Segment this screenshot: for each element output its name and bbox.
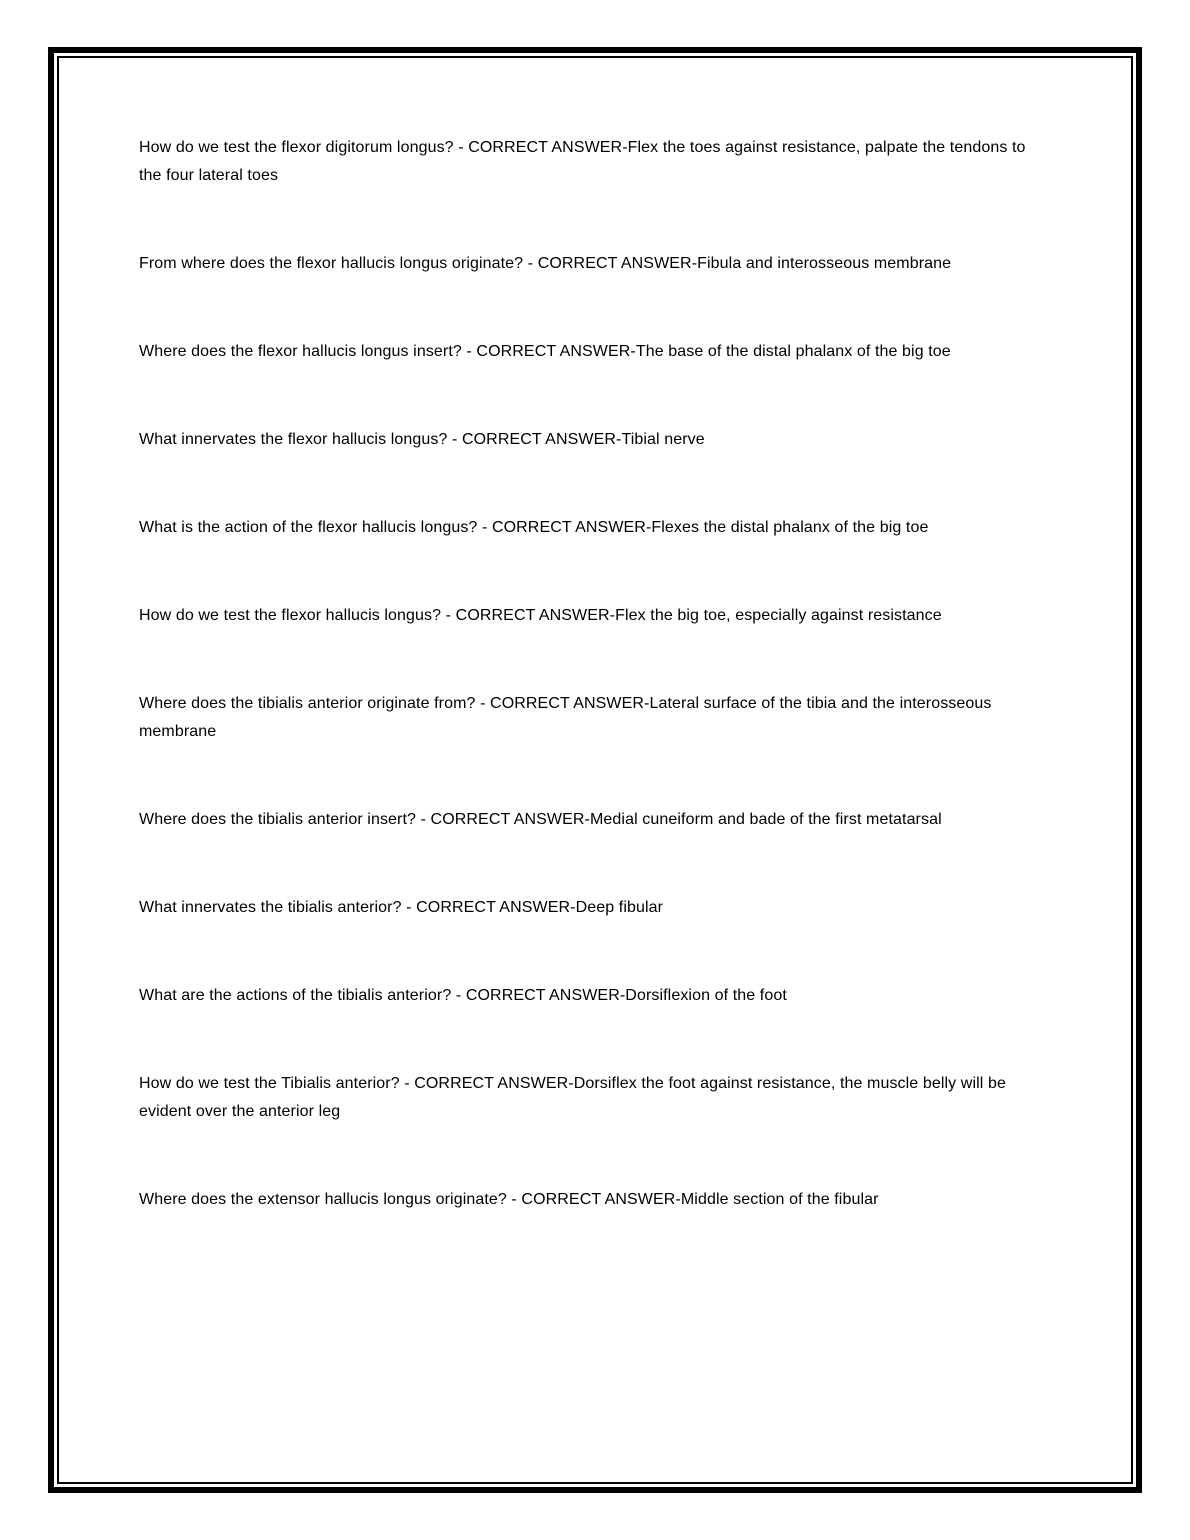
- qa-question: What are the actions of the tibialis anterior?: [139, 987, 452, 1004]
- qa-answer: Deep fibular: [575, 899, 664, 916]
- qa-separator: - CORRECT ANSWER-: [523, 255, 698, 272]
- page-inner-border: [57, 56, 1133, 1484]
- page-border-frame: [48, 47, 1142, 1493]
- qa-item: [139, 250, 1051, 278]
- qa-item: [139, 134, 1051, 190]
- qa-question: Where does the extensor hallucis longus originate?: [139, 1191, 507, 1208]
- qa-answer: Middle section of the fibular: [680, 1191, 879, 1208]
- qa-separator: - CORRECT ANSWER-: [461, 343, 636, 360]
- qa-item: [139, 1070, 1051, 1126]
- qa-separator: - CORRECT ANSWER-: [441, 607, 616, 624]
- qa-separator: - CORRECT ANSWER-: [399, 1075, 574, 1092]
- qa-question: Where does the tibialis anterior insert?: [139, 811, 417, 828]
- qa-answer: Fibula and interosseous membrane: [697, 255, 952, 272]
- qa-item: [139, 690, 1051, 746]
- qa-item: [139, 514, 1051, 542]
- qa-item: [139, 806, 1051, 834]
- qa-answer: Lateral surface of the tibia and the interosseous membrane: [139, 695, 992, 740]
- qa-question: Where does the tibialis anterior originate from?: [139, 695, 476, 712]
- qa-answer: Tibial nerve: [621, 431, 705, 448]
- qa-separator: - CORRECT ANSWER-: [453, 139, 628, 156]
- qa-question: What is the action of the flexor hallucis longus?: [139, 519, 478, 536]
- qa-separator: - CORRECT ANSWER-: [451, 987, 626, 1004]
- qa-question: From where does the flexor hallucis longus originate?: [139, 255, 524, 272]
- qa-question: What innervates the flexor hallucis longus?: [139, 431, 448, 448]
- qa-item: [139, 602, 1051, 630]
- qa-question: How do we test the flexor digitorum longus?: [139, 139, 454, 156]
- qa-question: What innervates the tibialis anterior?: [139, 899, 402, 916]
- qa-question: How do we test the Tibialis anterior?: [139, 1075, 400, 1092]
- qa-answer: Medial cuneiform and bade of the first metatarsal: [590, 811, 942, 828]
- qa-separator: - CORRECT ANSWER-: [401, 899, 576, 916]
- qa-answer: Dorsiflex the foot against resistance, the muscle belly will be evident over the anterior leg: [139, 1075, 1006, 1120]
- qa-separator: - CORRECT ANSWER-: [477, 519, 652, 536]
- qa-answer: Flex the toes against resistance, palpate the tendons to the four lateral toes: [139, 139, 1026, 184]
- qa-item: [139, 982, 1051, 1010]
- qa-item: [139, 426, 1051, 454]
- qa-separator: - CORRECT ANSWER-: [447, 431, 622, 448]
- qa-item: [139, 1186, 1051, 1214]
- document-content: [59, 58, 1131, 1214]
- qa-separator: - CORRECT ANSWER-: [416, 811, 590, 828]
- qa-answer: Flex the big toe, especially against resistance: [615, 607, 942, 624]
- qa-answer: Dorsiflexion of the foot: [625, 987, 787, 1004]
- qa-answer: The base of the distal phalanx of the big toe: [635, 343, 951, 360]
- qa-separator: - CORRECT ANSWER-: [475, 695, 650, 712]
- qa-answer: Flexes the distal phalanx of the big toe: [651, 519, 929, 536]
- qa-question: Where does the flexor hallucis longus insert?: [139, 343, 462, 360]
- qa-item: [139, 894, 1051, 922]
- qa-question: How do we test the flexor hallucis longus?: [139, 607, 442, 624]
- qa-separator: - CORRECT ANSWER-: [506, 1191, 681, 1208]
- qa-item: [139, 338, 1051, 366]
